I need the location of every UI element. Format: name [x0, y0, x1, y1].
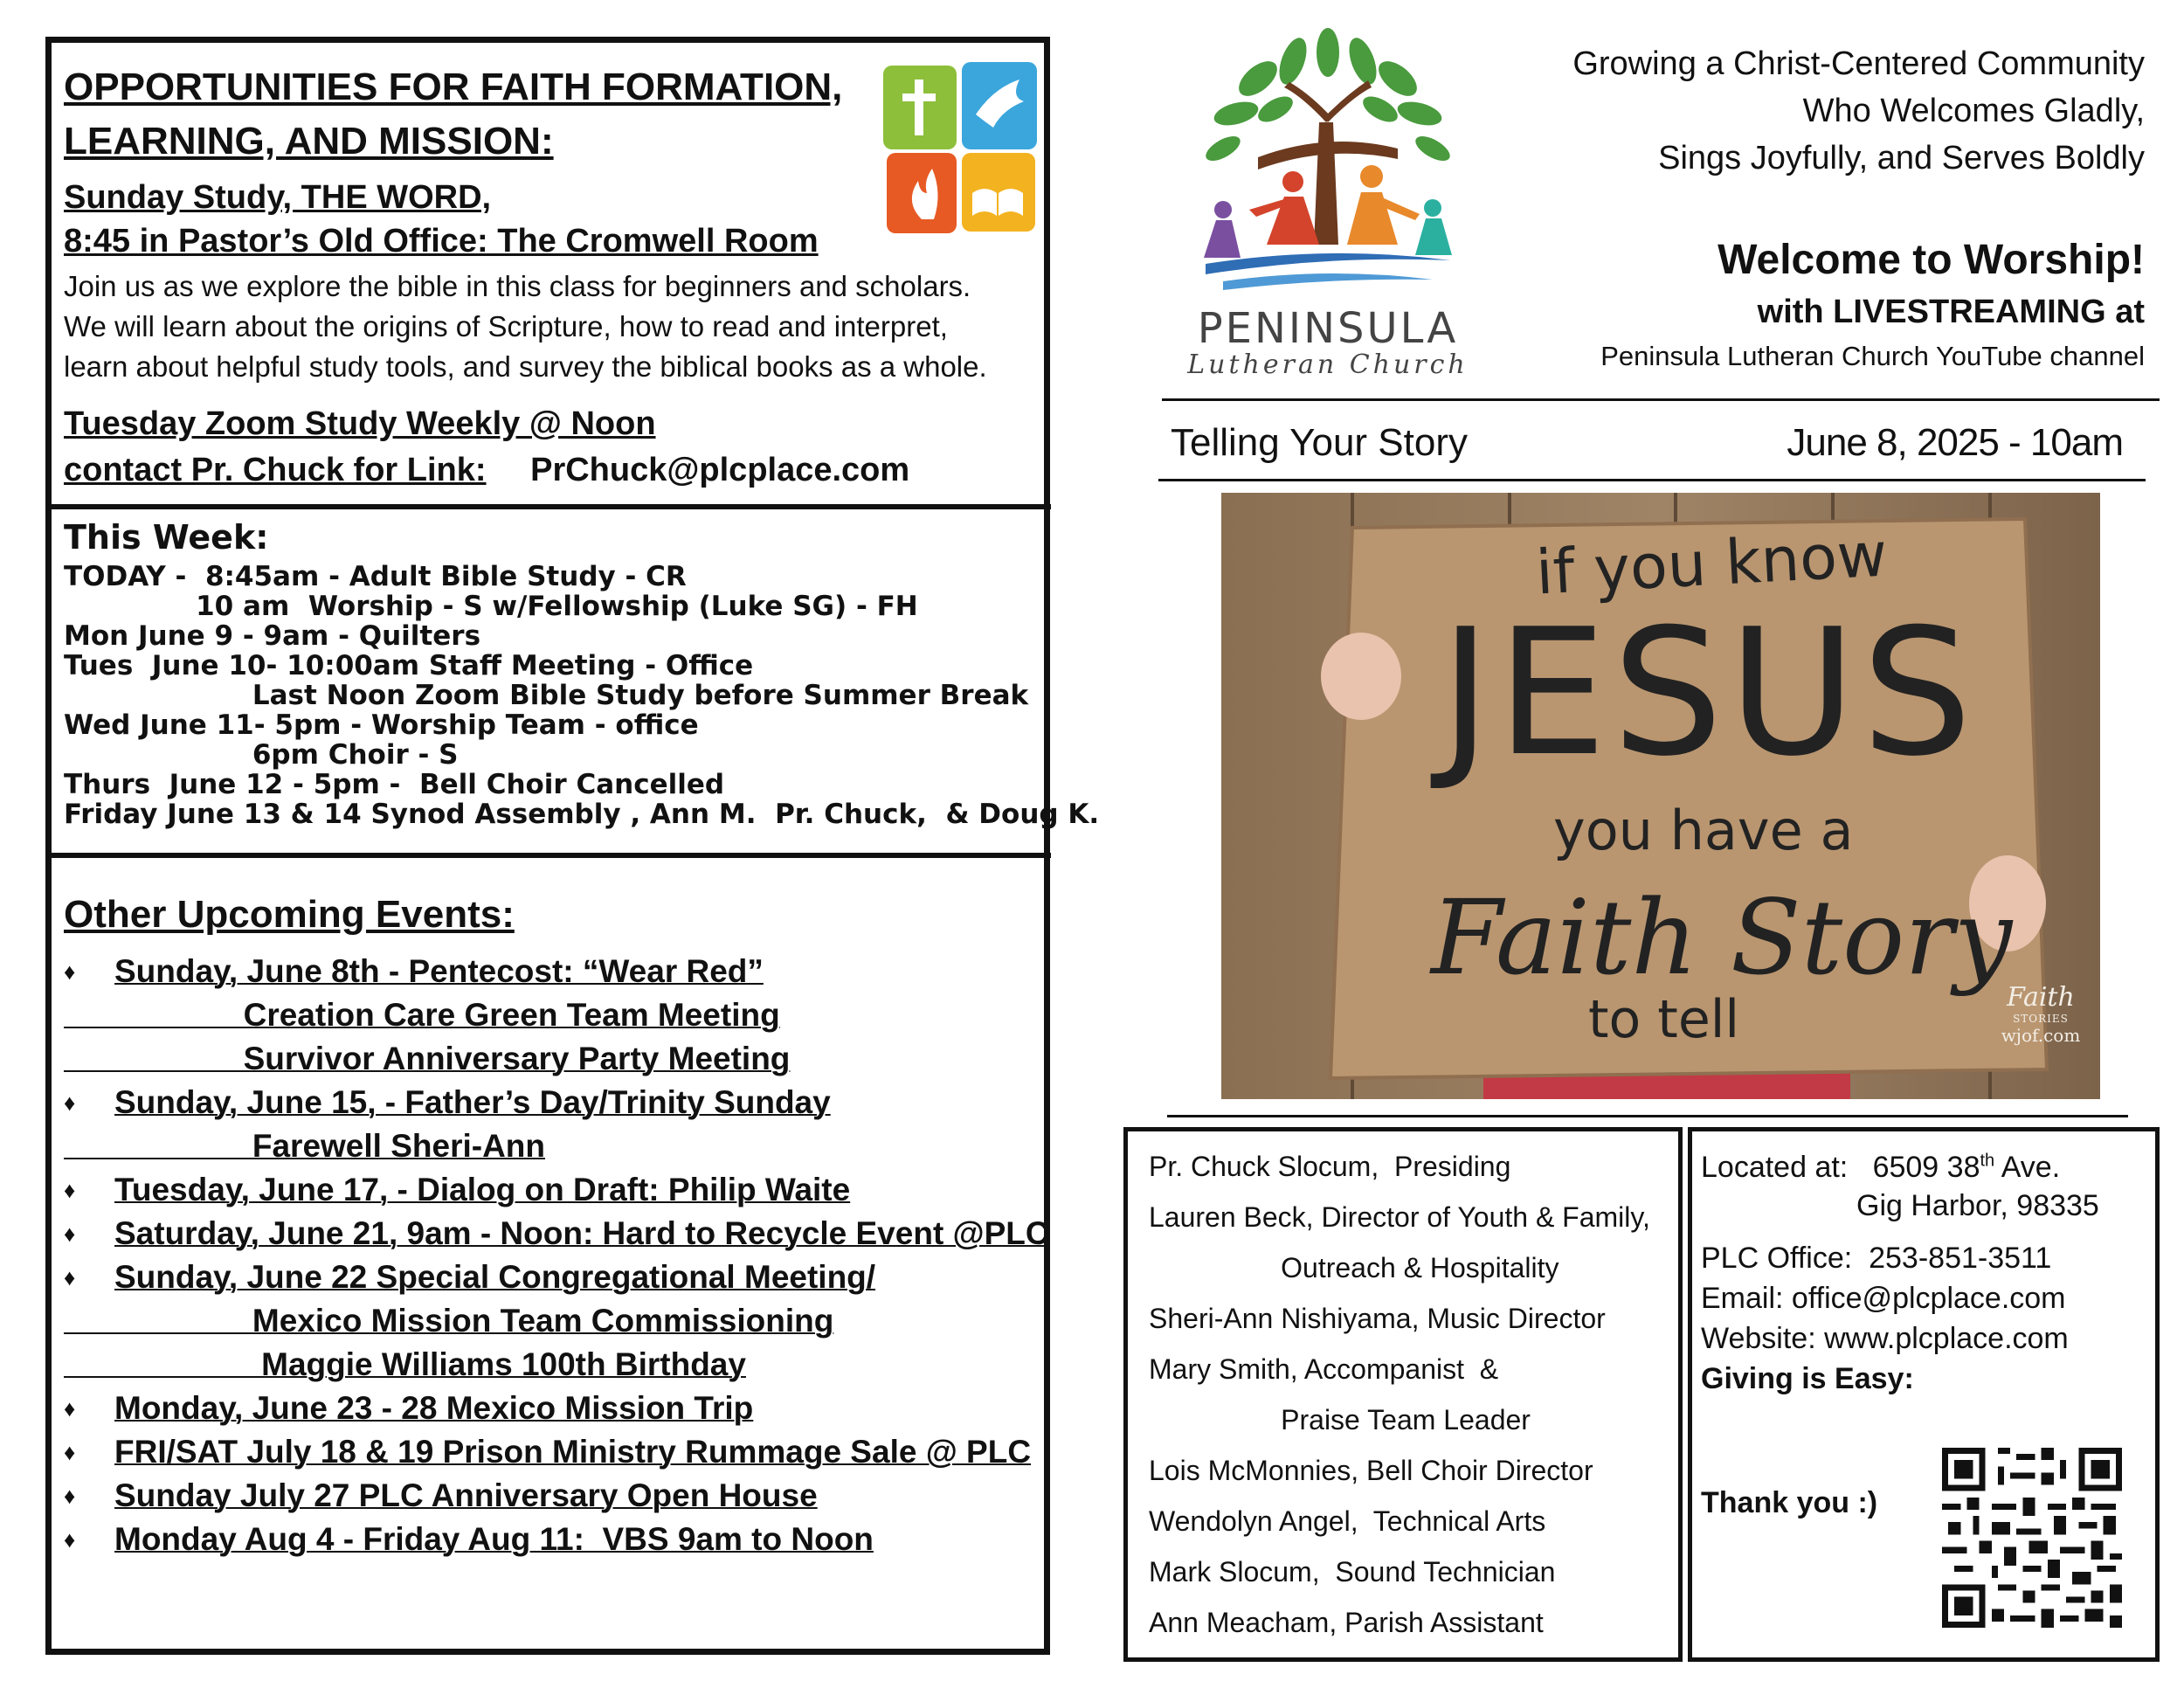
qr-code-icon[interactable]	[1942, 1448, 2122, 1628]
diamond-bullet-icon: ♦	[64, 1439, 76, 1465]
event-item: ♦ Monday Aug 4 - Friday Aug 11: VBS 9am to Noon	[64, 1518, 1042, 1561]
contact-info-box	[1688, 1127, 2160, 1662]
staff-line: Lauren Beck, Director of Youth & Family,	[1149, 1201, 1650, 1233]
event-item: Farewell Sheri-Ann	[64, 1128, 546, 1164]
faith-heading-2: LEARNING, AND MISSION:	[64, 120, 554, 163]
study-desc-line: We will learn about the origins of Scripture, how to read and interpret,	[64, 310, 948, 342]
thank-you: Thank you :)	[1701, 1486, 1878, 1519]
upcoming-events-heading: Other Upcoming Events:	[64, 893, 515, 936]
sunday-study-time: 8:45 in Pastor’s Old Office: The Cromwell Room	[64, 223, 819, 259]
sign-line-4: Faith Story	[1431, 877, 2013, 998]
staff-line: Lois McMonnies, Bell Choir Director	[1149, 1455, 1593, 1486]
study-desc-line: learn about helpful study tools, and survey the biblical books as a whole.	[64, 350, 987, 383]
photo-divider	[1167, 1115, 2128, 1117]
tuesday-zoom-study: Tuesday Zoom Study Weekly @ Noon	[64, 405, 656, 442]
event-item: Maggie Williams 100th Birthday	[64, 1346, 746, 1382]
event-item: ♦ Sunday July 27 PLC Anniversary Open House	[64, 1474, 1042, 1518]
sign-line-1: if you know	[1534, 518, 1890, 609]
staff-line: Mark Slocum, Sound Technician	[1149, 1556, 1556, 1588]
event-item: Survivor Anniversary Party Meeting	[64, 1041, 791, 1076]
welcome-heading: Welcome to Worship!	[1717, 237, 2145, 283]
section-divider	[52, 853, 1051, 858]
giving-label: Giving is Easy:	[1701, 1362, 1914, 1395]
event-item: Mexico Mission Team Commissioning	[64, 1303, 834, 1339]
left-column	[45, 37, 1100, 1655]
diamond-bullet-icon: ♦	[64, 1177, 76, 1203]
logo-wordmark: PENINSULA	[1197, 304, 1459, 353]
schedule-line: Thurs June 12 - 5pm - Bell Choir Cancelled	[64, 769, 725, 800]
study-description	[64, 266, 987, 387]
schedule-line: Wed June 11- 5pm - Worship Team - office	[64, 709, 699, 741]
section-divider	[52, 504, 1051, 509]
event-item: ♦ Tuesday, June 17, - Dialog on Draft: Philip Waite	[64, 1168, 1042, 1212]
photo-watermark: Faith STORIES wjof.com	[2001, 982, 2081, 1046]
address-line: Located at: 6509 38th Ave.	[1701, 1151, 2061, 1184]
event-item: ♦ Sunday, June 22 Special Congregational Meeting/	[64, 1256, 1042, 1299]
tree-people-logo-icon	[1153, 26, 1503, 315]
schedule-line: Last Noon Zoom Bible Study before Summer Break	[64, 680, 1029, 711]
header-divider	[1162, 398, 2160, 401]
contact-line	[64, 446, 909, 494]
staff-line: Mary Smith, Accompanist &	[1149, 1353, 1499, 1385]
this-week-heading: This Week:	[64, 518, 269, 557]
service-date: June 8, 2025 - 10am	[1787, 421, 2123, 464]
event-item: ♦ Monday, June 23 - 28 Mexico Mission Trip	[64, 1387, 1042, 1430]
staff-box	[1123, 1127, 1683, 1662]
sign-line-5: to tell	[1588, 989, 1740, 1050]
staff-line: Pr. Chuck Slocum, Presiding	[1149, 1151, 1511, 1182]
staff-line: Praise Team Leader	[1149, 1404, 1531, 1435]
tagline	[1520, 40, 2145, 182]
schedule-line: 10 am Worship - S w/Fellowship (Luke SG) - FH	[64, 591, 918, 622]
schedule-line: Friday June 13 & 14 Synod Assembly , Ann M. Pr. Chuck, & Doug K.	[64, 799, 1100, 830]
diamond-bullet-icon: ♦	[64, 1395, 76, 1422]
staff-line: Outreach & Hospitality	[1149, 1252, 1559, 1283]
title-divider	[1158, 479, 2146, 481]
schedule-line: TODAY - 8:45am - Adult Bible Study - CR	[64, 561, 687, 592]
youtube-channel[interactable]: Peninsula Lutheran Church YouTube channel	[1600, 341, 2145, 371]
sermon-title: Telling Your Story	[1171, 421, 1468, 464]
logo-subtitle: Lutheran Church	[1187, 349, 1469, 380]
event-item: ♦ Saturday, June 21, 9am - Noon: Hard to Recycle Event @PLC	[64, 1212, 1042, 1256]
this-week-schedule	[64, 562, 1099, 829]
diamond-bullet-icon: ♦	[64, 1221, 76, 1247]
diamond-bullet-icon: ♦	[64, 1264, 76, 1290]
sunday-study-title: Sunday Study, THE WORD,	[64, 179, 492, 216]
sign-line-2: JESUS	[1440, 591, 1978, 795]
contact-label: contact Pr. Chuck for Link:	[64, 452, 487, 488]
diamond-bullet-icon: ♦	[64, 1090, 76, 1116]
city-line: Gig Harbor, 98335	[1856, 1189, 2099, 1222]
church-logo	[1153, 26, 1503, 384]
study-desc-line: Join us as we explore the bible in this class for beginners and scholars.	[64, 270, 971, 302]
upcoming-events-list	[64, 950, 1049, 1561]
jesus-sign-photo	[1221, 493, 2100, 1099]
staff-line: Sheri-Ann Nishiyama, Music Director	[1149, 1303, 1606, 1334]
event-item: ♦ FRI/SAT July 18 & 19 Prison Ministry Rummage Sale @ PLC	[64, 1430, 1042, 1474]
livestream-line: with LIVESTREAMING at	[1757, 294, 2145, 330]
diamond-bullet-icon: ♦	[64, 1526, 76, 1553]
event-item: ♦ Sunday, June 15, - Father’s Day/Trinity Sunday	[64, 1081, 1042, 1124]
tagline-line: Who Welcomes Gladly,	[1802, 93, 2145, 129]
tagline-line: Sings Joyfully, and Serves Boldly	[1658, 140, 2145, 176]
office-phone[interactable]: PLC Office: 253-851-3511	[1701, 1242, 2052, 1275]
schedule-line: Tues June 10- 10:00am Staff Meeting - Office	[64, 650, 754, 681]
event-item: Creation Care Green Team Meeting	[64, 997, 780, 1033]
schedule-line: Mon June 9 - 9am - Quilters	[64, 620, 481, 652]
staff-line: Wendolyn Angel, Technical Arts	[1149, 1505, 1546, 1537]
office-email[interactable]: Email: office@plcplace.com	[1701, 1282, 2066, 1315]
contact-email[interactable]: PrChuck@plcplace.com	[530, 452, 910, 488]
diamond-bullet-icon: ♦	[64, 958, 76, 985]
website-link[interactable]: Website: www.plcplace.com	[1701, 1322, 2069, 1355]
faith-heading-1: OPPORTUNITIES FOR FAITH FORMATION,	[64, 66, 843, 108]
diamond-bullet-icon: ♦	[64, 1483, 76, 1509]
faith-formation-icon	[880, 62, 1041, 237]
staff-line: Ann Meacham, Parish Assistant	[1149, 1607, 1544, 1638]
tagline-line: Growing a Christ-Centered Community	[1572, 45, 2145, 82]
schedule-line: 6pm Choir - S	[64, 739, 459, 771]
event-item: ♦ Sunday, June 8th - Pentecost: “Wear Red”	[64, 950, 1042, 993]
sign-line-3: you have a	[1553, 799, 1854, 862]
